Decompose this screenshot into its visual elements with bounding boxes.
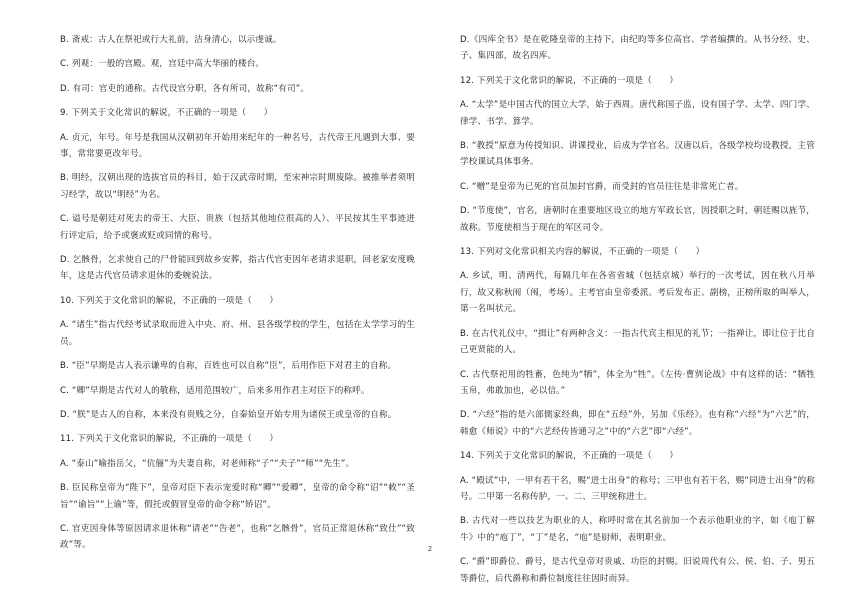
- paragraph: A. 贞元，年号。年号是我国从汉朝初年开始用来纪年的一种名号，古代帝王凡遇到大事、要事，常常要更改年号。: [60, 132, 415, 160]
- paragraph: B. “教授”原意为传授知识、讲课授业，后成为学官名。汉唐以后，各级学校均设教授，主管学校课试具体事务。: [460, 141, 815, 168]
- paragraph: C. “赠”是皇帝为已死的官员加封官爵，而受封的官员往往是非常死亡者。: [460, 181, 744, 192]
- paragraph: A. “殿试”中，一甲有若干名，赐“进士出身”的称号；三甲也有若干名，赐“同进士出身”的称号。二甲第一名称传胪，一、二、三甲统称进士。: [460, 475, 815, 502]
- paragraph: A. “太学”是中国古代的国立大学，始于西周。唐代称国子监，设有国子学、太学、四门学、律学、书学、算学。: [460, 100, 815, 127]
- right-column: [460, 32, 815, 595]
- paragraph: A. “泰山”喻指岳父，“伉俪”为夫妻自称，对老师称“子”“夫子”“师”“先生”。: [60, 458, 355, 469]
- paragraph: B. 臣民称皇帝为“陛下”，皇帝对臣下表示宠爱时称“卿”“爱卿”，皇帝的命令称“诏”“敕”“圣旨”“谕旨”“上谕”等，假托或假冒皇帝的命令称“矫诏”。: [60, 483, 415, 510]
- paragraph: D. “节度使”，官名，唐朝时在重要地区设立的地方军政长官，因授职之时，朝廷赐以旌节，故称。节度使相当于现在的军区司令。: [460, 206, 815, 233]
- paragraph: C. “卿”早期是古代对人的敬称，适用范围较广，后来多用作君主对臣下的称呼。: [60, 385, 370, 396]
- paragraph: D. “六经”指的是六部儒家经典，即在“五经”外，另加《乐经》。也有称“六经”为“六艺”的，韩愈《师说》中的“六艺经传皆通习之”中的“六艺”即“六经”。: [460, 410, 815, 437]
- paragraph: B. 明经，汉朝出现的选拔官员的科目，始于汉武帝时期，至宋神宗时期废除。被推举者须明习经学，故以“明经”为名。: [60, 173, 415, 200]
- question-stem: 14. 下列关于文化常识的解说，不正确的一项是（ ）: [460, 451, 679, 462]
- question-stem: 12. 下列关于文化常识的解说，不正确的一项是（ ）: [460, 75, 679, 86]
- question-stem: 10. 下列关于文化常识的解说，不正确的一项是（ ）: [60, 295, 279, 306]
- paragraph: D. “朕”是古人的自称，本来没有贵贱之分，自秦始皇开始专用为诸侯王或皇帝的自称。: [60, 409, 397, 420]
- paragraph: D. 有司：官吏的通称。古代设官分职，各有所司，故称“有司”。: [60, 83, 310, 94]
- question-stem: 13. 下列对文化常识相关内容的解说，不正确的一项是（ ）: [460, 247, 705, 258]
- paragraph: A. “诸生”指古代经考试录取而进入中央、府、州、县各级学校的学生，包括在太学学习的生员。: [60, 320, 415, 347]
- paragraph: C. 谥号是朝廷对死去的帝王、大臣、贵族（包括其他地位很高的人）、平民按其生平事迹进行评定后，给予或褒或贬或同情的称号。: [60, 214, 415, 241]
- page-number: 2: [427, 545, 433, 553]
- question-stem: 11. 下列关于文化常识的解说，不正确的一项是（ ）: [60, 434, 279, 445]
- paragraph: D.《四库全书》是在乾隆皇帝的主持下，由纪昀等多位高官、学者编撰的。从书分经、史、子、集四部，故名四库。: [460, 35, 815, 62]
- paragraph: C. “爵”即爵位、爵号，是古代皇帝对贵戚、功臣的封赐。旧说周代有公、侯、伯、子、男五等爵位，后代爵称和爵位制度往往因时而异。: [460, 557, 815, 584]
- paragraph: B. “臣”早期是古人表示谦卑的自称，百姓也可以自称“臣”，后用作臣下对君主的自称。: [60, 361, 397, 372]
- paragraph: B. 斋戒：古人在祭祀或行大礼前，洁身清心，以示虔诚。: [60, 35, 282, 45]
- paragraph: C. 古代祭祀用的牲畜，色纯为“牺”，体全为“牲”。《左传·曹刿论战》中有这样的话：“牺牲玉帛，弗敢加也，必以信。”: [460, 369, 815, 396]
- paragraph: B. 在古代礼仪中，“揖让”有两种含义：一指古代宾主相见的礼节；一指禅让，即让位于比自己更贤能的人。: [460, 328, 815, 356]
- left-column: [60, 32, 415, 562]
- paragraph: C. 官吏因身体等原因请求退休称“请老”“告老”，也称“乞骸骨”，官员正常退休称“致仕”“致政”等。: [60, 523, 415, 551]
- paragraph: A. 乡试，明、清两代，每隔几年在各省省城（包括京城）举行的一次考试，因在秋八月举行，故又称秋闱（闱，考场）。主考官由皇帝委派。考后发布正、副榜，正榜所取的叫举人，第一名叫状元。: [460, 271, 815, 315]
- paragraph: C. 列观：一般的宫殿。观，宫廷中高大华丽的楼台。: [60, 59, 265, 70]
- paragraph: B. 古代对一些以技艺为职业的人，称呼时常在其名前加一个表示他职业的字，如《庖丁解牛》中的“庖丁”，“丁”是名，“庖”是厨师，表明职业。: [460, 516, 815, 543]
- question-stem: 9. 下列关于文化常识的解说，不正确的一项是（ ）: [60, 108, 273, 119]
- paragraph: D. 乞骸骨，乞求使自己的尸骨能回到故乡安葬，指古代官吏因年老请求退职，回老家安度晚年，这是古代官员请求退休的委婉说法。: [60, 255, 415, 282]
